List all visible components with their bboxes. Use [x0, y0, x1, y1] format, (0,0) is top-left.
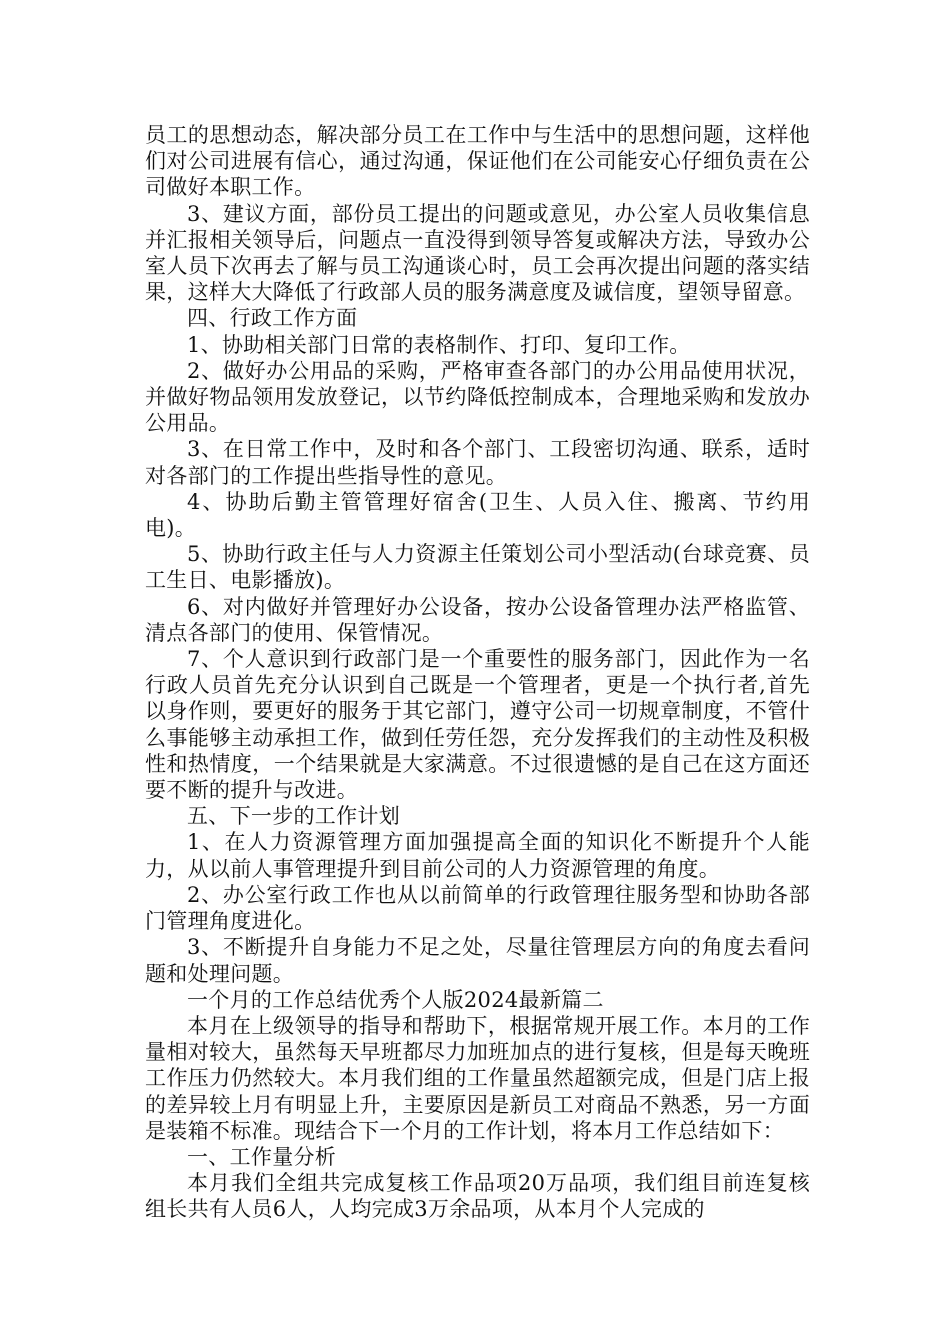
- section-heading-workload: 一、工作量分析: [187, 1144, 337, 1169]
- paragraph-workload: 本月我们全组共完成复核工作品项20万品项，我们组目前连复核组长共有人员6人，人均完成3万余品项，从本月个人完成的: [145, 1171, 810, 1222]
- list-item: 1、在人力资源管理方面加强提高全面的知识化不断提升个人能力，从以前人事管理提升到目前公司的人力资源管理的角度。: [145, 830, 810, 881]
- list-item: 5、协助行政主任与人力资源主任策划公司小型活动(台球竞赛、员工生日、电影播放)。: [145, 542, 810, 593]
- article-title-part-two: 一个月的工作总结优秀个人版2024最新篇二: [187, 987, 604, 1012]
- list-item: 6、对内做好并管理好办公设备，按办公设备管理办法严格监管、清点各部门的使用、保管情况。: [145, 594, 810, 645]
- paragraph-intro: 本月在上级领导的指导和帮助下，根据常规开展工作。本月的工作量相对较大，虽然每天早班都尽力加班加点的进行复核，但是每天晚班工作压力仍然较大。本月我们组的工作量虽然超额完成，但是门店上报的差异较上月有明显上升，主要原因是新员工对商品不熟悉，另一方面是装箱不标准。现结合下一个月的工作计划，将本月工作总结如下：: [145, 1013, 810, 1143]
- paragraph-suggestion: 3、建议方面，部份员工提出的问题或意见，办公室人员收集信息并汇报相关领导后，问题点一直没得到领导答复或解决方法，导致办公室人员下次再去了解与员工沟通谈心时，员工会再次提出问题的落实结果，这样大大降低了行政部人员的服务满意度及诚信度，望领导留意。: [145, 201, 810, 305]
- list-item: 2、做好办公用品的采购，严格审查各部门的办公用品使用状况，并做好物品领用发放登记，以节约降低控制成本，合理地采购和发放办公用品。: [145, 358, 810, 436]
- section-heading-next-plan: 五、下一步的工作计划: [187, 804, 400, 829]
- section-heading-admin-work: 四、行政工作方面: [187, 306, 358, 331]
- list-item: 4、协助后勤主管管理好宿舍(卫生、人员入住、搬离、节约用电)。: [145, 489, 810, 541]
- list-item: 1、协助相关部门日常的表格制作、打印、复印工作。: [187, 332, 691, 357]
- list-item: 2、办公室行政工作也从以前简单的行政管理往服务型和协助各部门管理角度进化。: [145, 882, 810, 934]
- list-item: 7、个人意识到行政部门是一个重要性的服务部门，因此作为一名行政人员首先充分认识到自己既是一个管理者，更是一个执行者,首先以身作则，要更好的服务于其它部门，遵守公司一切规章制度，不管什么事能够主动承担工作，做到任劳任怨，充分发挥我们的主动性及积极性和热情度，一个结果就是大家满意。不过很遗憾的是自己在这方面还要不断的提升与改进。: [145, 647, 810, 803]
- list-item: 3、不断提升自身能力不足之处，尽量往管理层方向的角度去看问题和处理问题。: [145, 935, 810, 986]
- paragraph-continuation: 员工的思想动态，解决部分员工在工作中与生活中的思想问题，这样他们对公司进展有信心，通过沟通，保证他们在公司能安心仔细负责在公司做好本职工作。: [145, 123, 810, 200]
- document-page: [145, 122, 810, 1223]
- list-item: 3、在日常工作中，及时和各个部门、工段密切沟通、联系，适时对各部门的工作提出些指导性的意见。: [145, 437, 810, 488]
